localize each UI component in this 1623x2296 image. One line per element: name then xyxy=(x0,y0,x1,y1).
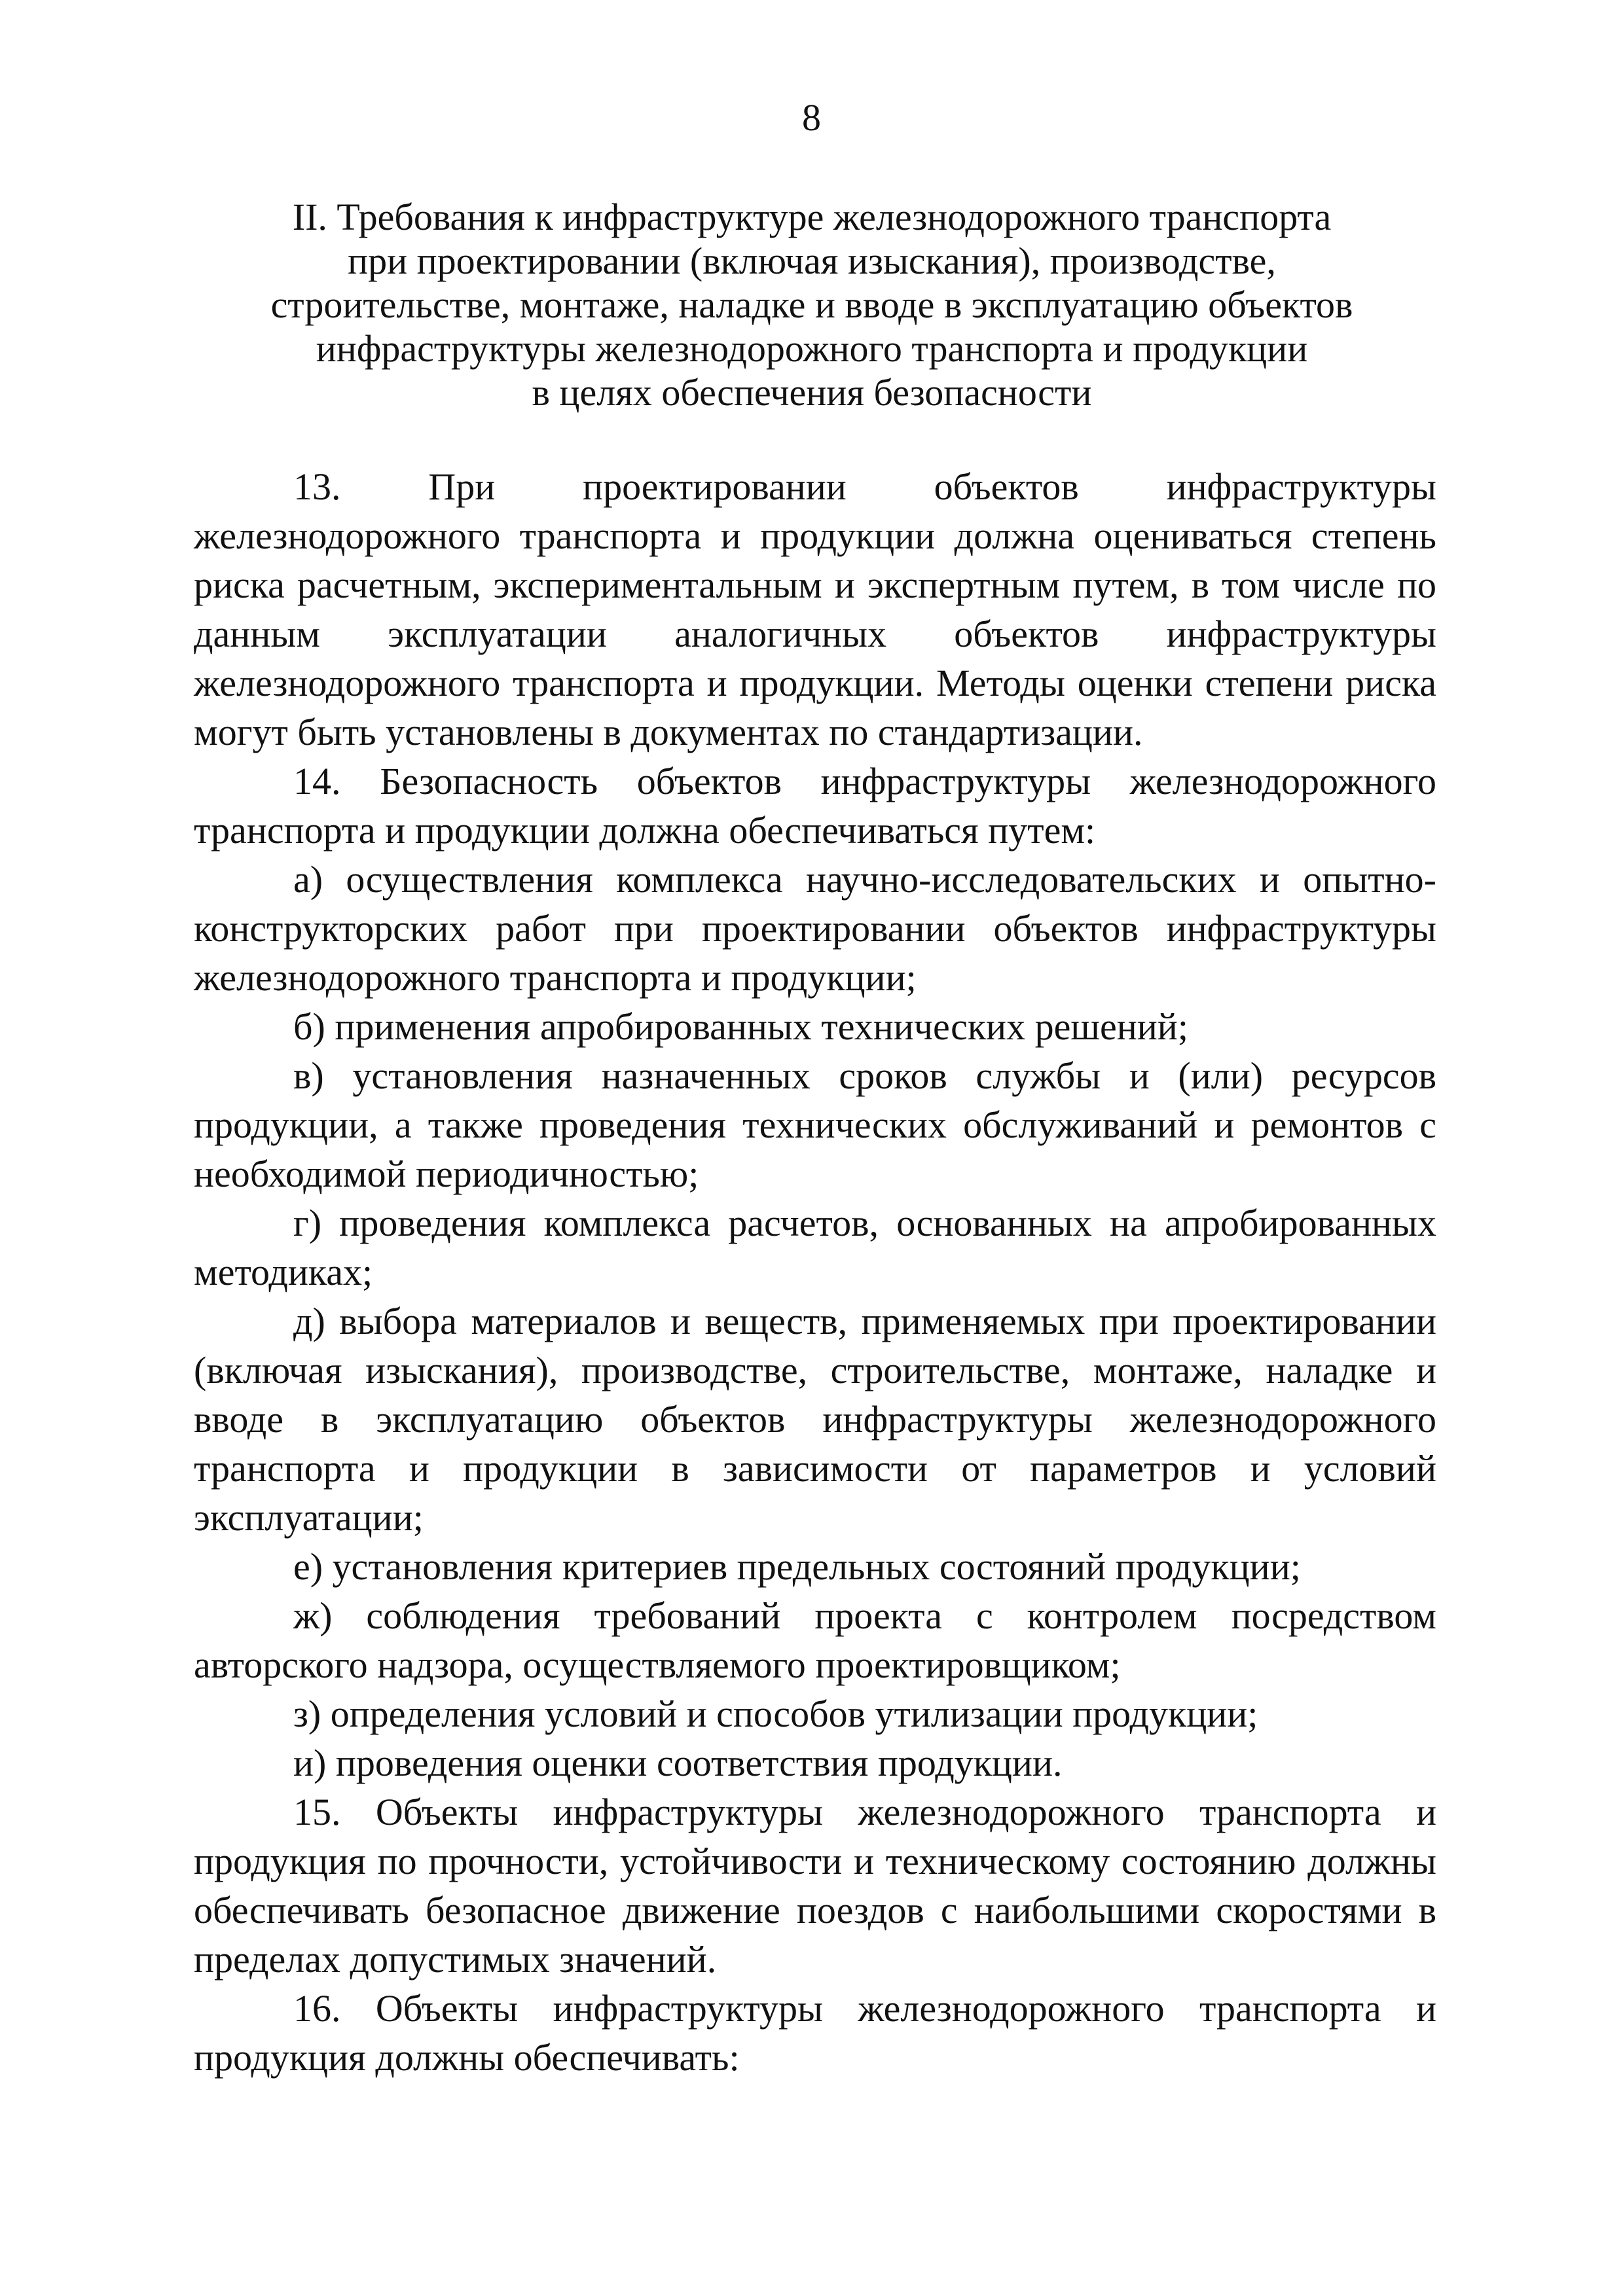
paragraph-16: 16. Объекты инфраструктуры железнодорожного транспорта и продукция должны обеспечивать: xyxy=(194,1987,1436,2079)
page-number: 8 xyxy=(802,96,821,139)
list-item-d: д) выбора материалов и веществ, применяемых при проектировании (включая изыскания), производстве, строительстве, монтаже, наладке и вводе в эксплуатацию объектов инфраструктуры железнодорожного транспорта и продукции в зависимости от параметров и условий эксплуатации; xyxy=(194,1300,1436,1539)
list-item-zh: ж) соблюдения требований проекта с контролем посредством авторского надзора, осуществляемого проектировщиком; xyxy=(194,1594,1436,1686)
list-item-i: и) проведения оценки соответствия продукции. xyxy=(293,1742,1063,1784)
list-item-g: г) проведения комплекса расчетов, основанных на апробированных методиках; xyxy=(194,1202,1436,1293)
list-item-a: а) осуществления комплекса научно-исследовательских и опытно-конструкторских работ при проектировании объектов инфраструктуры железнодорожного транспорта и продукции; xyxy=(194,858,1436,999)
list-item-e: е) установления критериев предельных состояний продукции; xyxy=(293,1545,1301,1588)
paragraph-13: 13. При проектировании объектов инфраструктуры железнодорожного транспорта и продукции должна оцениваться степень риска расчетным, экспериментальным и экспертным путем, в том числе по данным эксплуатации аналогичных объектов инфраструктуры железнодорожного транспорта и продукции. Методы оценки степени риска могут быть установлены в документах по стандартизации. xyxy=(194,465,1436,753)
heading-line: инфраструктуры железнодорожного транспорта и продукции xyxy=(316,327,1308,370)
body-text xyxy=(194,462,1436,2082)
paragraph-15: 15. Объекты инфраструктуры железнодорожного транспорта и продукция по прочности, устойчивости и техническому состоянию должны обеспечивать безопасное движение поездов с наибольшими скоростями в пределах допустимых значений. xyxy=(194,1791,1436,1981)
heading-line: в целях обеспечения безопасности xyxy=(532,371,1092,414)
list-item-b: б) применения апробированных технических решений; xyxy=(293,1005,1188,1048)
heading-line: строительстве, монтаже, наладке и вводе в эксплуатацию объектов xyxy=(270,283,1353,326)
list-item-z: з) определения условий и способов утилизации продукции; xyxy=(293,1693,1258,1735)
list-item-v: в) установления назначенных сроков службы и (или) ресурсов продукции, а также проведения технических обслуживаний и ремонтов с необходимой периодичностью; xyxy=(194,1054,1436,1195)
heading-line: II. Требования к инфраструктуре железнодорожного транспорта xyxy=(292,196,1332,238)
heading-line: при проектировании (включая изыскания), производстве, xyxy=(348,240,1276,282)
paragraph-14: 14. Безопасность объектов инфраструктуры железнодорожного транспорта и продукции должна обеспечиваться путем: xyxy=(194,760,1436,852)
section-heading xyxy=(196,195,1427,414)
